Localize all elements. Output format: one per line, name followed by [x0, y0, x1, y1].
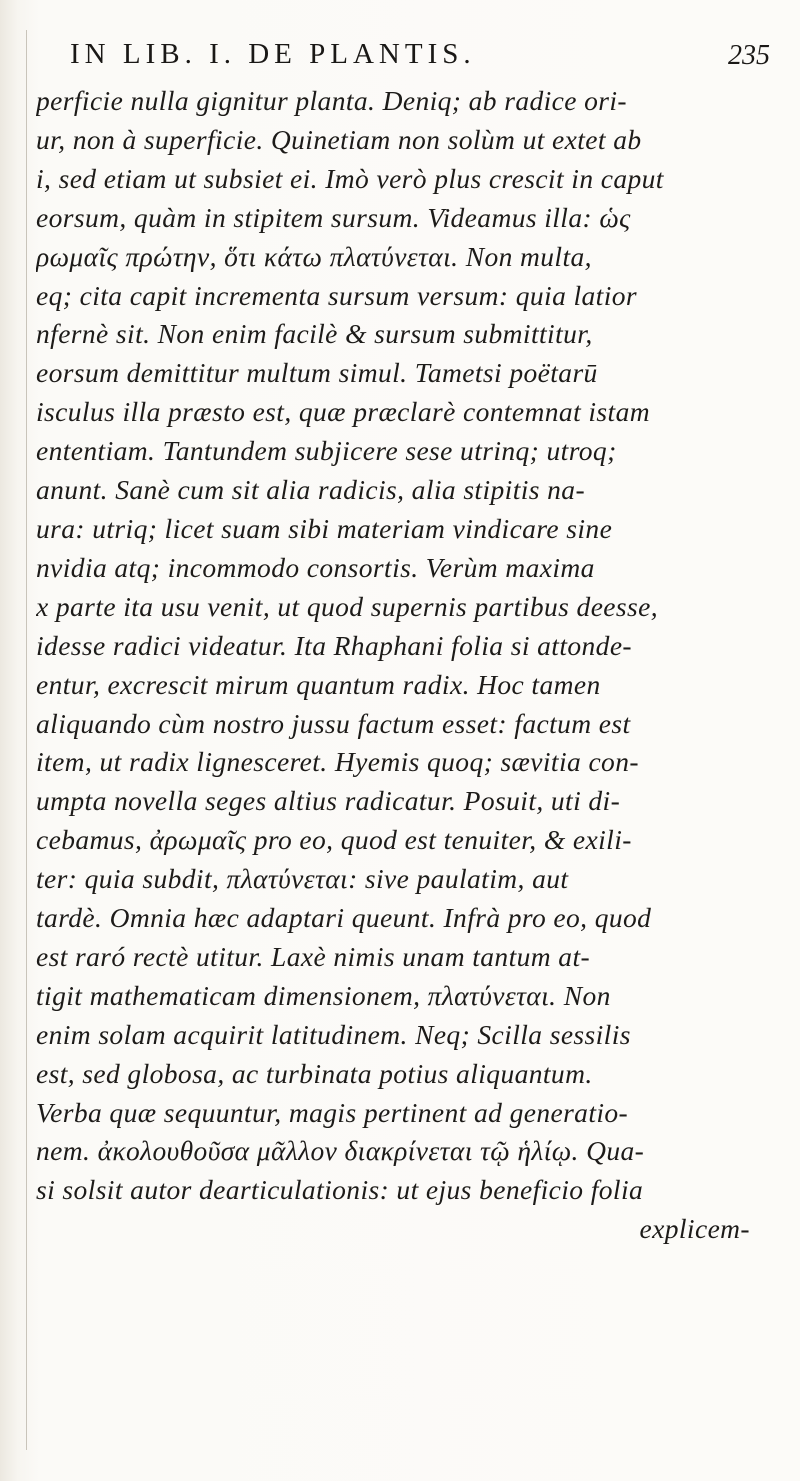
text-line: item, ut radix lignesceret. Hyemis quoq; sævitia con-: [36, 746, 639, 778]
gutter-rule: [26, 30, 27, 1450]
text-line: enim solam acquirit latitudinem. Neq; Scilla sessilis: [36, 1018, 631, 1050]
text-line: tigit mathematicam dimensionem, πλατύνεται. Non: [36, 979, 611, 1011]
text-line: ρωμαῖς πρώτην, ὅτι κάτω πλατύνεται. Non multa,: [36, 240, 592, 272]
text-line: ur, non à superficie. Quinetiam non solùm ut extet ab: [36, 123, 642, 155]
text-line: idesse radici videatur. Ita Rhaphani folia si attonde-: [36, 629, 632, 661]
text-line: ter: quia subdit, πλατύνεται: sive paulatim, aut: [36, 863, 569, 895]
text-line: anunt. Sanè cum sit alia radicis, alia stipitis na-: [36, 474, 586, 506]
catchword: explicem-: [639, 1213, 750, 1245]
text-line: est raró rectè utitur. Laxè nimis unam tantum at-: [36, 940, 591, 972]
text-line: nvidia atq; incommodo consortis. Verùm maxima: [36, 551, 595, 583]
running-head: IN LIB. I. DE PLANTIS.: [70, 38, 476, 70]
text-line: entur, excrescit mirum quantum radix. Hoc tamen: [36, 668, 601, 700]
text-line: si solsit autor dearticulationis: ut ejus beneficio folia: [36, 1174, 644, 1206]
text-line: Verba quæ sequuntur, magis pertinent ad generatio-: [36, 1096, 629, 1128]
text-line: aliquando cùm nostro jussu factum esset: factum est: [36, 707, 631, 739]
text-line: cebamus, ἀρωμαῖς pro eo, quod est tenuiter, & exili-: [36, 824, 632, 856]
text-line: nem. ἀκολουθοῦσα μᾶλλον διακρίνεται τῷ ἡλίῳ. Qua-: [36, 1135, 645, 1167]
text-line: i, sed etiam ut subsiet ei. Imò verò plus crescit in caput: [36, 162, 664, 194]
text-line: umpta novella seges altius radicatur. Posuit, uti di-: [36, 785, 621, 817]
text-line: ura: utriq; licet suam sibi materiam vindicare sine: [36, 512, 613, 544]
text-line: est, sed globosa, ac turbinata potius aliquantum.: [36, 1057, 593, 1089]
text-line: isculus illa præsto est, quæ præclarè contemnat istam: [36, 396, 650, 428]
page-header: [70, 38, 770, 78]
text-line: x parte ita usu venit, ut quod supernis partibus deesse,: [36, 590, 659, 622]
text-line: ententiam. Tantundem subjicere sese utrinq; utroq;: [36, 435, 617, 467]
text-line: perficie nulla gignitur planta. Deniq; ab radice ori-: [36, 85, 627, 116]
text-line: tardè. Omnia hæc adaptari queunt. Infrà pro eo, quod: [36, 902, 652, 934]
page-number: 235: [728, 40, 770, 71]
text-line: nfernè sit. Non enim facilè & sursum submittitur,: [36, 318, 593, 350]
text-line: eorsum demittitur multum simul. Tametsi poëtarū: [36, 357, 598, 389]
text-line: eq; cita capit incrementa sursum versum: quia latior: [36, 279, 638, 311]
text-line: eorsum, quàm in stipitem sursum. Videamus illa: ὡς: [36, 201, 631, 233]
body-text: [36, 82, 778, 1249]
